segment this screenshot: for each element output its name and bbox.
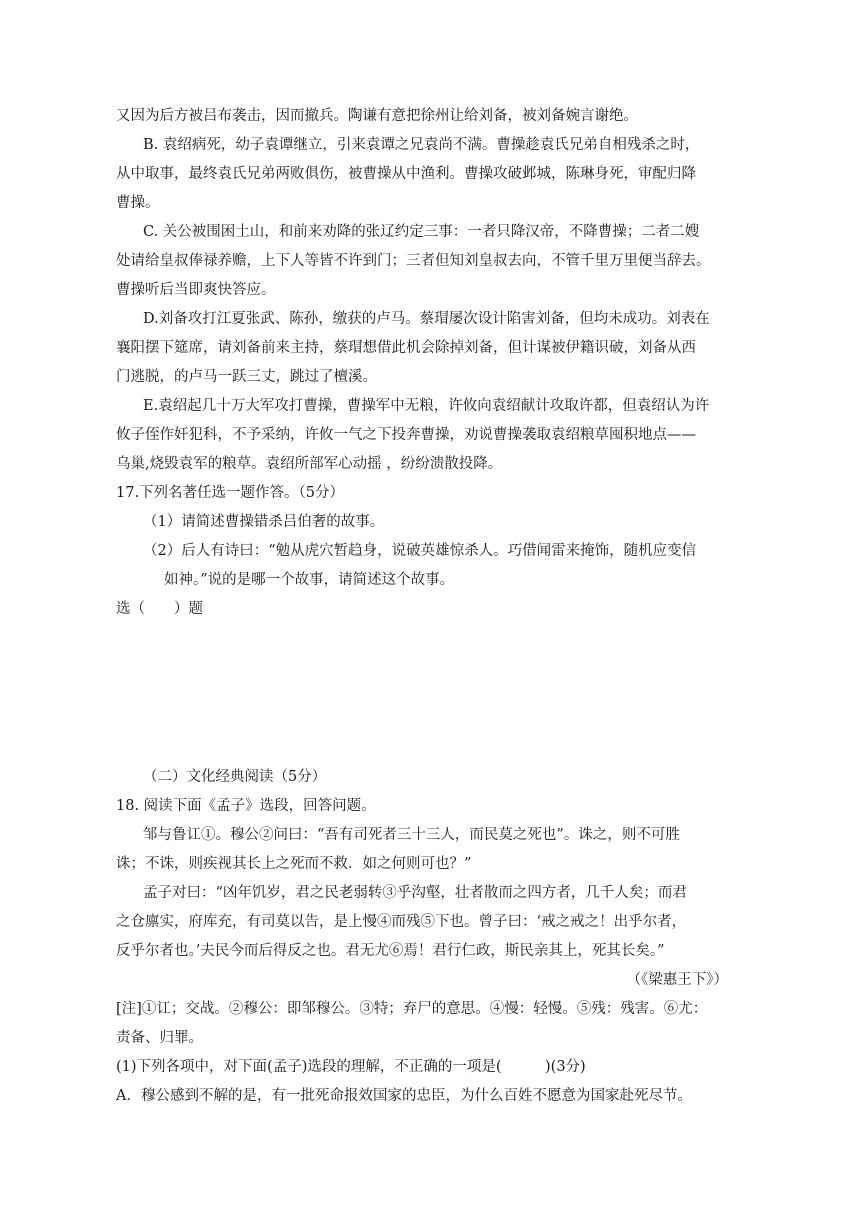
notes-line: [注]①讧；交战。②穆公：即邹穆公。③特；弃尸的意思。④慢：轻慢。⑤残：残害。⑥尤：	[116, 1001, 708, 1017]
passage-source: （《梁惠王下》）	[626, 972, 728, 988]
passage-line: 反乎尔者也。’夫民今而后得反之也。君无尤⑥焉！君行仁政，斯民亲其上，死其长矣。”	[116, 943, 665, 959]
text-line: 从中取事，最终袁氏兄弟两败俱伤，被曹操从中渔利。曹操攻破邺城，陈琳身死，审配归降	[116, 166, 696, 182]
answer-choice-blank: 选（ ）题	[116, 601, 203, 617]
passage-line: 邹与鲁讧①。穆公②问曰：“吾有司死者三十三人，而民莫之死也”。诛之，则不可胜	[143, 827, 680, 843]
option-a-line: A．穆公感到不解的是，有一批死命报效国家的忠臣，为什么百姓不愿意为国家赴死尽节。	[116, 1088, 692, 1104]
text-line: 曹操。	[116, 195, 160, 211]
option-c-line: C. 关公被围困土山，和前来劝降的张辽约定三事：一者只降汉帝，不降曹操；二者二嫂	[143, 224, 700, 240]
text-line: 门逃脱，的卢马一跃三丈，跳过了檀溪。	[116, 369, 377, 385]
option-b-line: B. 袁绍病死，幼子袁谭继立，引来袁谭之兄袁尚不满。曹操趁袁氏兄弟自相残杀之时，	[143, 137, 700, 153]
passage-line: 之仓廪实，府库充，有司莫以告，是上慢④而残⑤下也。曾子曰：‘戒之戒之！出乎尔者，	[116, 914, 687, 930]
text-line: 攸子侄作奸犯科，不予采纳，许攸一气之下投奔曹操，劝说曹操袭取袁绍粮草囤积地点——	[116, 427, 696, 443]
option-e-line: E.袁绍起几十万大军攻打曹操，曹操军中无粮，许攸向袁绍献计攻取许都，但袁绍认为许	[143, 398, 710, 414]
question-17-item-2: （2）后人有诗曰：“勉从虎穴暂趋身，说破英雄惊杀人。巧借闻雷来掩饰，随机应变信	[143, 543, 697, 559]
question-18-1: (1)下列各项中，对下面(孟子)选段的理解，不正确的一项是( )(3分)	[116, 1059, 586, 1075]
question-18-heading: 18. 阅读下面《孟子》选段，回答问题。	[116, 798, 376, 814]
question-17-heading: 17.下列名著任选一题作答。（5分）	[116, 485, 345, 501]
passage-line: 诛；不诛，则疾视其长上之死而不救．如之何则可也？”	[116, 856, 472, 872]
text-line: 如神。”说的是哪一个故事，请简述这个故事。	[164, 572, 455, 588]
text-line: 处请给皇叔俸禄养赡，上下人等皆不许到门；三者但知刘皇叔去向，不管千里万里便当辞去。	[116, 253, 711, 269]
question-17-item-1: （1）请简述曹操错杀吕伯奢的故事。	[143, 514, 385, 530]
text-line: 襄阳摆下筵席，请刘备前来主持，蔡瑁想借此机会除掉刘备，但计谋被伊籍识破，刘备从西	[116, 340, 696, 356]
section-heading: （二）文化经典阅读（5分）	[143, 769, 327, 785]
text-line: 乌巢,烧毁袁军的粮草。袁绍所部军心动摇 ，纷纷溃散投降。	[116, 456, 503, 472]
text-line: 又因为后方被吕布袭击，因而撤兵。陶谦有意把徐州让给刘备，被刘备婉言谢绝。	[116, 108, 638, 124]
option-d-line: D.刘备攻打江夏张武、陈孙，缴获的卢马。蔡瑁屡次设计陷害刘备，但均未成功。刘表在	[143, 311, 710, 327]
text-line: 曹操听后当即爽快答应。	[116, 282, 276, 298]
passage-line: 孟子对曰：“凶年饥岁，君之民老弱转③乎沟壑，壮者散而之四方者，几千人矣；而君	[143, 885, 687, 901]
notes-line: 责备、归罪。	[116, 1030, 203, 1046]
